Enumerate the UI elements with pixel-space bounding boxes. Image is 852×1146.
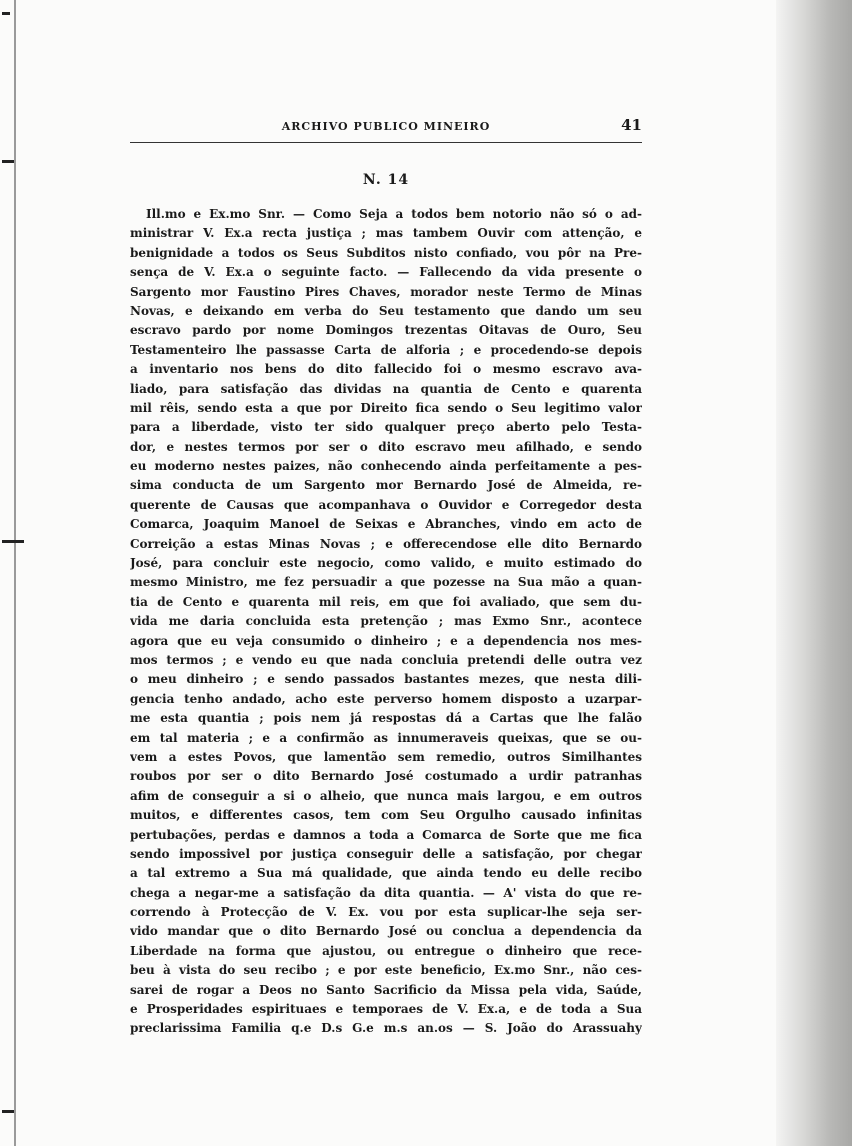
text-line: dor, e nestes termos por ser o dito escravo meu afilhado, e sendo (130, 439, 642, 454)
text-line: Ill.mo e Ex.mo Snr. — Como Seja a todos bem notorio não só o ad- (146, 207, 642, 221)
text-line: mesmo Ministro, me fez persuadir a que pozesse na Sua mão a quan- (130, 575, 642, 590)
letter-body (130, 205, 642, 1039)
edge-mark (2, 160, 14, 163)
text-line: beu à vista do seu recibo ; e por este beneficio, Ex.mo Snr., não ces- (130, 963, 642, 978)
text-line: liado, para satisfação das dividas na quantia de Cento e quarenta (130, 381, 642, 396)
text-line: Comarca, Joaquim Manoel de Seixas e Abranches, vindo em acto de (130, 517, 642, 532)
text-line: roubos por ser o dito Bernardo José costumado a urdir patranhas (130, 769, 642, 784)
text-line: ministrar V. Ex.a recta justiça ; mas tambem Ouvir com attenção, e (130, 226, 642, 241)
text-line: afim de conseguir a si o alheio, que nunca mais largou, e em outros (130, 788, 642, 803)
text-line: correndo à Protecção de V. Ex. vou por esta suplicar-lhe seja ser- (130, 905, 642, 920)
text-line: Sargento mor Faustino Pires Chaves, morador neste Termo de Minas (130, 284, 642, 299)
page-header (130, 116, 642, 143)
edge-mark (2, 12, 10, 15)
text-line: sima conducta de um Sargento mor Bernardo José de Almeida, re- (130, 478, 642, 493)
text-line: eu moderno nestes paizes, não conhecendo ainda perfeitamente a pes- (130, 459, 642, 474)
binding-line (14, 0, 16, 1146)
text-line: Correição a estas Minas Novas ; e offerecendose elle dito Bernardo (130, 536, 642, 551)
running-title: ARCHIVO PUBLICO MINEIRO (281, 120, 491, 133)
text-line: benignidade a todos os Seus Subditos nisto confiado, vou pôr na Pre- (130, 245, 642, 260)
text-line: escravo pardo por nome Domingos trezentas Oitavas de Ouro, Seu (130, 323, 642, 338)
text-line: e Prosperidades espirituaes e temporaes de V. Ex.a, e de toda a Sua (130, 1002, 642, 1017)
text-line: pertubações, perdas e damnos a toda a Comarca de Sorte que me fica (130, 827, 642, 842)
text-line: me esta quantia ; pois nem já respostas dá a Cartas que lhe falão (130, 711, 642, 726)
page-number: 41 (621, 116, 642, 134)
text-line: vida me daria concluida esta pretenção ; mas Exmo Snr., acontece (130, 614, 642, 629)
edge-mark (2, 1110, 14, 1113)
text-line: vem a estes Povos, que lamentão sem remedio, outros Similhantes (130, 749, 642, 764)
text-line: sendo impossivel por justiça conseguir delle a satisfação, por chegar (130, 846, 642, 861)
text-line: Liberdade na forma que ajustou, ou entregue o dinheiro que rece- (130, 943, 642, 958)
text-line: chega a negar-me a satisfação da dita quantia. — A' vista do que re- (130, 885, 642, 900)
text-line: Testamenteiro lhe passasse Carta de alforia ; e procedendo-se depois (130, 342, 642, 357)
text-line: em tal materia ; e a confirmão as innumeraveis queixas, que se ou- (130, 730, 642, 745)
text-line: sença de V. Ex.a o seguinte facto. — Fallecendo da vida presente o (130, 265, 642, 280)
page-left-edge (0, 0, 22, 1146)
edge-mark (2, 540, 24, 543)
text-line: a tal extremo a Sua má qualidade, que ainda tendo eu delle recibo (130, 866, 642, 881)
document-number: N. 14 (362, 172, 410, 188)
page-shadow-gutter (776, 0, 852, 1146)
text-line: querente de Causas que acompanhava o Ouvidor e Corregedor desta (130, 497, 642, 512)
text-line: José, para concluir este negocio, como valido, e muito estimado do (130, 556, 642, 571)
text-line: agora que eu veja consumido o dinheiro ; e a dependencia nos mes- (130, 633, 642, 648)
text-line: gencia tenho andado, acho este perverso homem disposto a uzarpar- (130, 691, 642, 706)
text-line: Novas, e deixando em verba do Seu testamento que dando um seu (130, 303, 642, 318)
text-line: a inventario nos bens do dito fallecido foi o mesmo escravo ava- (130, 362, 642, 377)
text-line: sarei de rogar a Deos no Santo Sacrificio da Missa pela vida, Saúde, (130, 982, 642, 997)
text-line: tia de Cento e quarenta mil reis, em que foi avaliado, que sem du- (130, 594, 642, 609)
text-line: vido mandar que o dito Bernardo José ou conclua a dependencia da (130, 924, 642, 939)
text-line: preclarissima Familia q.e D.s G.e m.s an.os — S. João do Arassuahy (130, 1021, 642, 1036)
text-line: mos termos ; e vendo eu que nada concluia pretendi delle outra vez (130, 652, 642, 667)
text-line: muitos, e differentes casos, tem com Seu Orgulho causado infinitas (130, 808, 642, 823)
text-line: para a liberdade, visto ter sido qualquer preço aberto pelo Testa- (130, 420, 642, 435)
text-line: o meu dinheiro ; e sendo passados bastantes mezes, que nesta dili- (130, 672, 642, 687)
text-line: mil rêis, sendo esta a que por Direito fica sendo o Seu legitimo valor (130, 400, 642, 415)
